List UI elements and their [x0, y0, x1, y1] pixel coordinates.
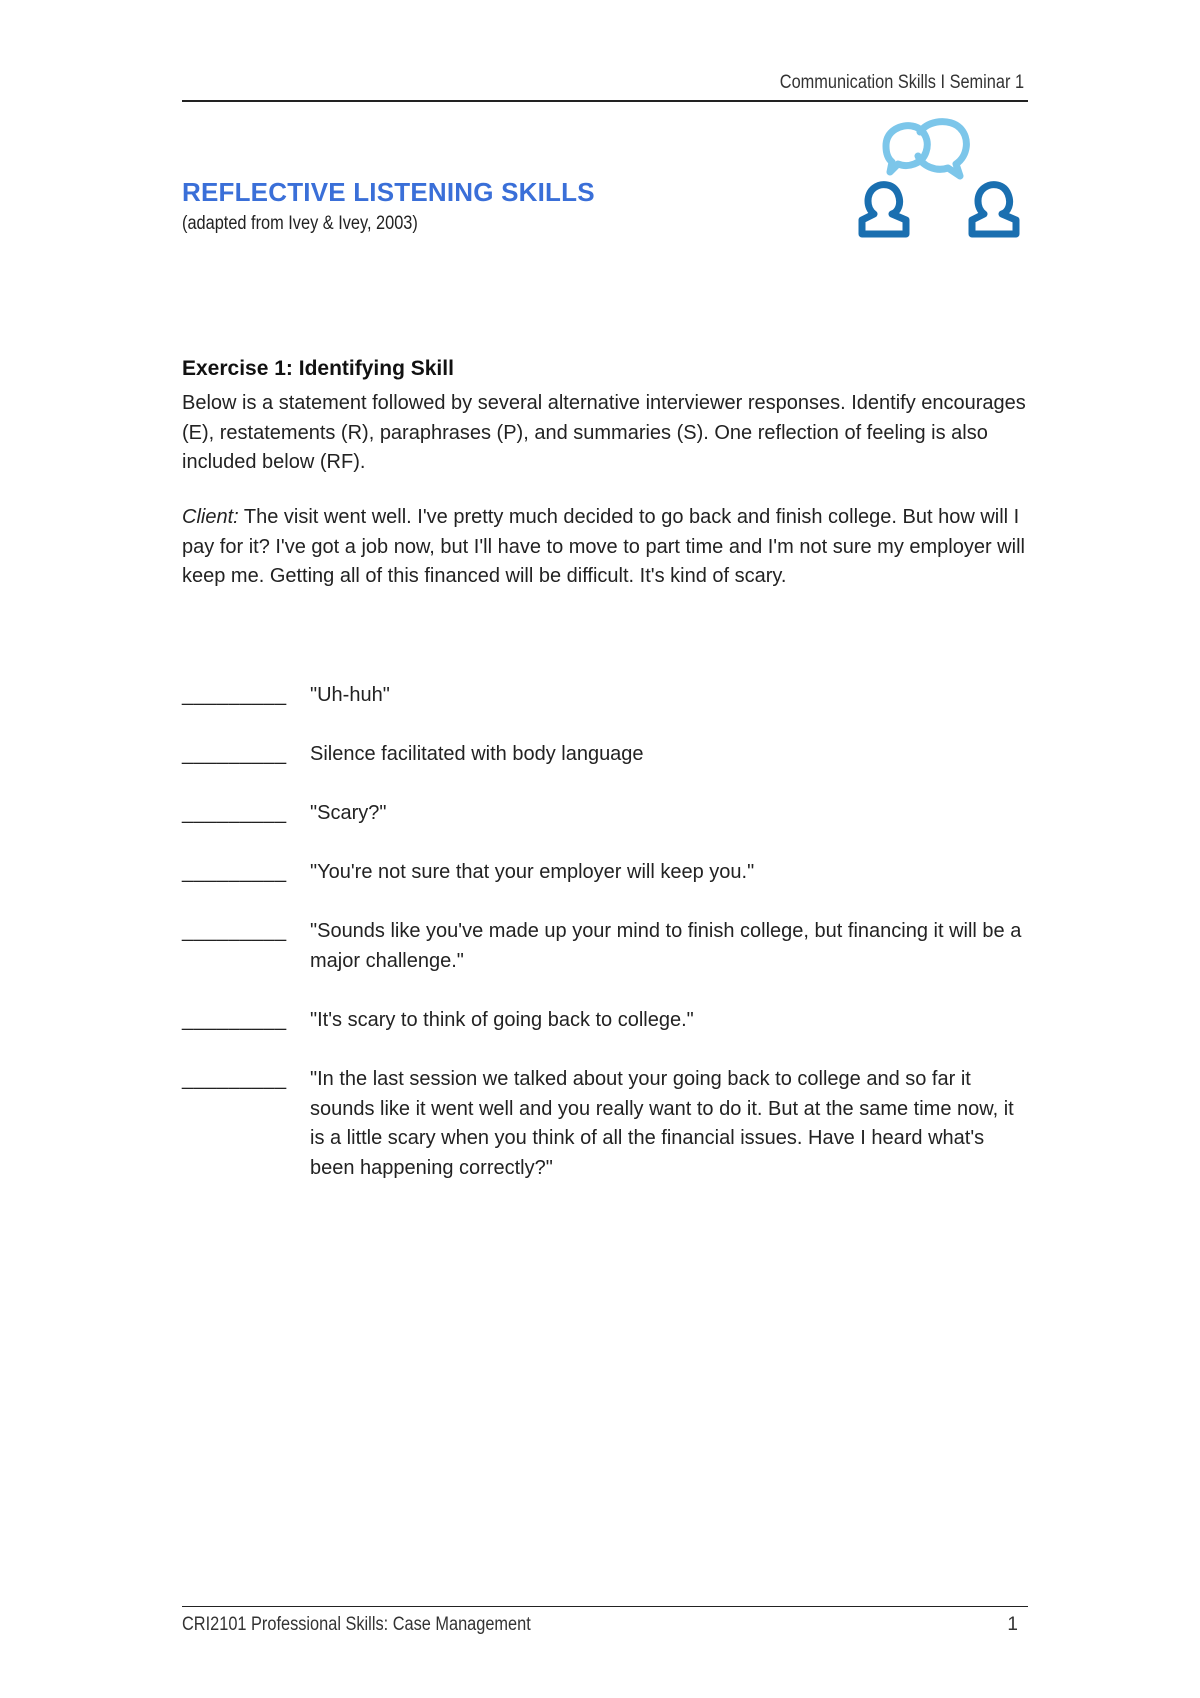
response-text: Silence facilitated with body language	[310, 743, 644, 765]
answer-blank[interactable]: _________	[182, 861, 287, 883]
answer-blank[interactable]: _________	[182, 743, 287, 765]
exercise-instructions: Below is a statement followed by several alternative interviewer responses. Identify encourages (E), restatements (R), paraphrases (P), and summaries (S). One reflection of feeling is also included below (RF).	[182, 392, 1026, 473]
response-item	[182, 1006, 1032, 1036]
response-item	[182, 858, 1032, 888]
footer-course: CRI2101 Professional Skills: Case Management	[182, 1614, 531, 1635]
response-item	[182, 1065, 1032, 1183]
page-header	[182, 70, 1028, 102]
page-number: 1	[1007, 1614, 1018, 1635]
page-title: REFLECTIVE LISTENING SKILLS	[182, 177, 595, 207]
response-text: "In the last session we talked about your going back to college and so far it sounds like it went well and you really want to do it. But at the same time now, it is a little scary when you think of all the financial issues. Have I heard what's been happening correctly?"	[310, 1068, 1014, 1179]
response-text: "It's scary to think of going back to college."	[310, 1009, 694, 1031]
exercise-title: Exercise 1: Identifying Skill	[182, 357, 454, 380]
response-text: "Scary?"	[310, 802, 387, 824]
response-text: "Uh-huh"	[310, 684, 390, 706]
answer-blank[interactable]: _________	[182, 684, 287, 706]
client-label: Client:	[182, 506, 239, 528]
answer-blank[interactable]: _________	[182, 1009, 287, 1031]
answer-blank[interactable]: _________	[182, 802, 287, 824]
response-text: "You're not sure that your employer will keep you."	[310, 861, 755, 883]
client-statement	[182, 503, 1032, 592]
page-footer	[182, 1606, 1028, 1647]
response-item	[182, 799, 1032, 829]
answer-blank[interactable]: _________	[182, 920, 287, 942]
two-people-speech-bubbles-icon	[850, 118, 1040, 266]
response-item	[182, 740, 1032, 770]
header-text: Communication Skills I Seminar 1	[779, 72, 1024, 93]
page-subtitle: (adapted from Ivey & Ivey, 2003)	[182, 213, 418, 234]
response-item	[182, 917, 1032, 976]
response-item	[182, 681, 1032, 711]
response-text: "Sounds like you've made up your mind to finish college, but financing it will be a major challenge."	[310, 920, 1022, 972]
client-text: The visit went well. I've pretty much decided to go back and finish college. But how will I pay for it? I've got a job now, but I'll have to move to part time and I'm not sure my employer will keep me. Getting all of this financed will be difficult. It's kind of scary.	[182, 506, 1025, 587]
answer-blank[interactable]: _________	[182, 1068, 287, 1090]
